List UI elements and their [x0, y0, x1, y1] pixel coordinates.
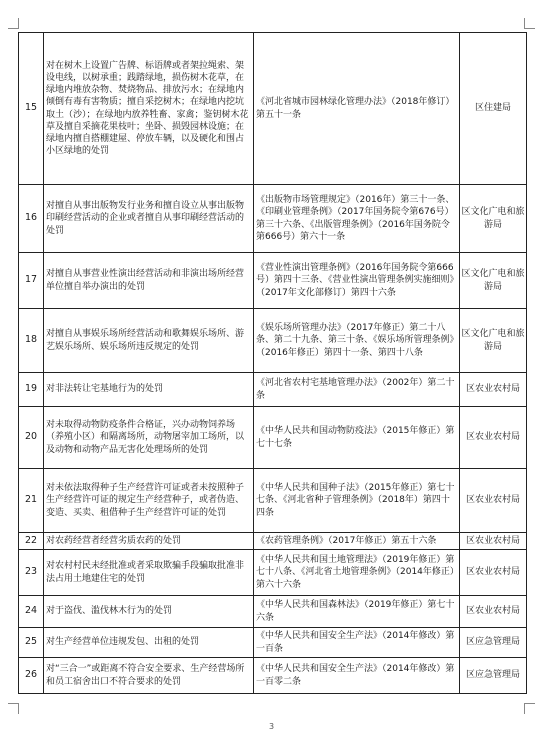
crop-mark-bottom-left — [8, 703, 19, 714]
legal-basis: 《娱乐场所管理办法》（2017年修正）第二十八条、第二十九条、第三十条、《娱乐场所管理条例》（2016年修正）第四十一条、第四十八条 — [254, 309, 460, 373]
penalty-item: 对“三合一”或距离不符合安全要求、生产经营场所和员工宿舍出口不符合要求的处罚 — [44, 658, 254, 694]
penalty-item: 对非法转让宅基地行为的处罚 — [44, 373, 254, 407]
legal-basis: 《中华人民共和国安全生产法》（2014年修改）第一百条 — [254, 628, 460, 658]
table-row — [19, 596, 527, 628]
row-number: 22 — [19, 533, 44, 550]
responsible-agency: 区农业农村局 — [460, 407, 527, 469]
legal-basis: 《河北省农村宅基地管理办法》（2002年）第二十条 — [254, 373, 460, 407]
responsible-agency: 区农业农村局 — [460, 469, 527, 533]
row-number: 24 — [19, 596, 44, 628]
row-number: 23 — [19, 550, 44, 596]
penalty-item: 对擅自从事出版物发行业务和擅自设立从事出版物印刷经营活动的企业或者擅自从事印刷经营活动的处罚 — [44, 185, 254, 253]
legal-basis: 《中华人民共和国种子法》（2015年修正）第七十七条、《河北省种子管理条例》（2018年）第四十四条 — [254, 469, 460, 533]
row-number: 15 — [19, 33, 44, 185]
penalty-item: 对于盗伐、滥伐林木行为的处罚 — [44, 596, 254, 628]
legal-basis: 《中华人民共和国森林法》（2019年修正）第七十六条 — [254, 596, 460, 628]
row-number: 17 — [19, 253, 44, 309]
responsible-agency: 区住建局 — [460, 33, 527, 185]
legal-basis: 《农药管理条例》（2017年修正）第五十六条 — [254, 533, 460, 550]
row-number: 25 — [19, 628, 44, 658]
penalty-item: 对擅自从事娱乐场所经营活动和歌舞娱乐场所、游艺娱乐场所、娱乐场所违反规定的处罚 — [44, 309, 254, 373]
responsible-agency: 区文化广电和旅游局 — [460, 185, 527, 253]
table-row — [19, 373, 527, 407]
table-row — [19, 533, 527, 550]
responsible-agency: 区农业农村局 — [460, 373, 527, 407]
penalty-item: 对农药经营者经营劣质农药的处罚 — [44, 533, 254, 550]
responsible-agency: 区应急管理局 — [460, 658, 527, 694]
page-number: 3 — [268, 722, 275, 731]
legal-basis: 《中华人民共和国安全生产法》（2014年修改）第一百零二条 — [254, 658, 460, 694]
responsible-agency: 区农业农村局 — [460, 533, 527, 550]
legal-basis: 《河北省城市园林绿化管理办法》（2018年修订）第五十一条 — [254, 33, 460, 185]
table-row — [19, 185, 527, 253]
row-number: 21 — [19, 469, 44, 533]
crop-mark-bottom-right — [524, 703, 535, 714]
responsible-agency: 区应急管理局 — [460, 628, 527, 658]
responsible-agency: 区农业农村局 — [460, 596, 527, 628]
legal-basis: 《营业性演出管理条例》（2016年国务院令第666号）第四十三条、《营业性演出管理条例实施细则》（2017年文化部修订）第四十六条 — [254, 253, 460, 309]
penalty-item: 对在树木上设置广告牌、标语牌或者架拉绳索、架设电线，以树承重；践踏绿地，损伤树木花草，在绿地内堆放杂物、焚烧物品、排放污水；在绿地内倾倒有毒有害物质；擅自采挖树木；在绿地内挖坑取土（沙）；在绿地内放养牲畜、家禽；鉴钥树木花草及擅自采摘花果枝叶；坐卧、损毁园林设施；在绿地内擅自搭棚建屋、停放车辆，以及硬化和围占小区绿地的处罚 — [44, 33, 254, 185]
table-row — [19, 253, 527, 309]
penalty-item: 对生产经营单位违规发包、出租的处罚 — [44, 628, 254, 658]
crop-mark-top-right — [524, 18, 535, 29]
table-row — [19, 628, 527, 658]
legal-basis: 《中华人民共和国动物防疫法》（2015年修正）第七十七条 — [254, 407, 460, 469]
legal-basis: 《出版物市场管理规定》（2016年）第三十一条、《印刷业管理条例》（2017年国务院令第676号）第三十六条、《出版管理条例》（2016年国务院令第666号）第六十一条 — [254, 185, 460, 253]
penalty-item: 对擅自从事营业性演出经营活动和非演出场所经营单位擅自举办演出的处罚 — [44, 253, 254, 309]
row-number: 26 — [19, 658, 44, 694]
row-number: 16 — [19, 185, 44, 253]
penalty-item: 对农村村民未经批准或者采取欺骗手段骗取批准非法占用土地建住宅的处罚 — [44, 550, 254, 596]
table-row — [19, 469, 527, 533]
table-row — [19, 33, 527, 185]
responsible-agency: 区农业农村局 — [460, 550, 527, 596]
responsible-agency: 区文化广电和旅游局 — [460, 309, 527, 373]
table-row — [19, 550, 527, 596]
row-number: 18 — [19, 309, 44, 373]
row-number: 20 — [19, 407, 44, 469]
table-row — [19, 658, 527, 694]
legal-basis: 《中华人民共和国土地管理法》（2019年修正）第七十八条、《河北省土地管理条例》（2014年修正）第六十六条 — [254, 550, 460, 596]
crop-mark-top-left — [8, 18, 19, 29]
table-row — [19, 309, 527, 373]
row-number: 19 — [19, 373, 44, 407]
table-row — [19, 407, 527, 469]
penalty-item: 对未依法取得种子生产经营许可证或者未按照种子生产经营许可证的规定生产经营种子，或者伪造、变造、买卖、租借种子生产经营许可证的处罚 — [44, 469, 254, 533]
penalty-table — [18, 32, 527, 694]
responsible-agency: 区文化广电和旅游局 — [460, 253, 527, 309]
penalty-item: 对未取得动物防疫条件合格证，兴办动物饲养场（养殖小区）和隔离场所，动物屠宰加工场所，以及动物和动物产品无害化处理场所的处罚 — [44, 407, 254, 469]
